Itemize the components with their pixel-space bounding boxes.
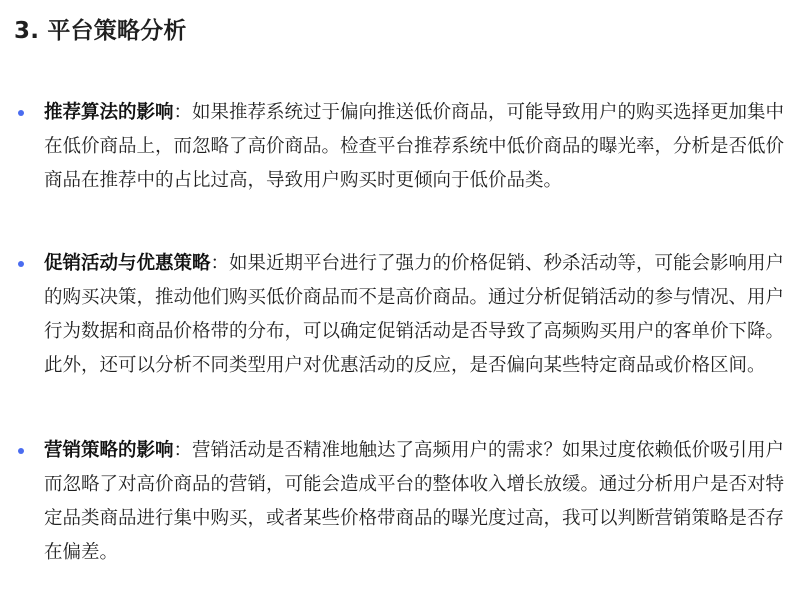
list-item-promotion bbox=[14, 247, 796, 383]
bullet-icon bbox=[18, 261, 24, 267]
bullet-icon bbox=[18, 448, 24, 454]
item-separator: ： bbox=[173, 102, 193, 123]
item-term: 推荐算法的影响 bbox=[44, 102, 174, 123]
list-item-recommendation bbox=[14, 96, 796, 198]
item-separator: ： bbox=[210, 253, 230, 274]
item-separator: ： bbox=[173, 440, 193, 461]
item-body: 如果推荐系统过于偏向推送低价商品，可能导致用户的购买选择更加集中在低价商品上，而忽略了高价商品。检查平台推荐系统中低价商品的曝光率，分析是否低价商品在推荐中的占比过高，导致用户购买时更倾向于低价品类。 bbox=[44, 102, 785, 191]
item-term: 促销活动与优惠策略 bbox=[44, 253, 211, 274]
analysis-list bbox=[14, 96, 796, 570]
section-heading: 3. 平台策略分析 bbox=[14, 18, 187, 44]
item-body: 如果近期平台进行了强力的价格促销、秒杀活动等，可能会影响用户的购买决策，推动他们购买低价商品而不是高价商品。通过分析促销活动的参与情况、用户行为数据和商品价格带的分布，可以确定促销活动是否导致了高频购买用户的客单价下降。此外，还可以分析不同类型用户对优惠活动的反应，是否偏向某些特定商品或价格区间。 bbox=[44, 253, 785, 376]
bullet-icon bbox=[18, 110, 24, 116]
list-item-marketing bbox=[14, 434, 796, 570]
item-body: 营销活动是否精准地触达了高频用户的需求？如果过度依赖低价吸引用户而忽略了对高价商品的营销，可能会造成平台的整体收入增长放缓。通过分析用户是否对特定品类商品进行集中购买，或者某些价格带商品的曝光度过高，我可以判断营销策略是否存在偏差。 bbox=[44, 440, 785, 563]
item-term: 营销策略的影响 bbox=[44, 440, 174, 461]
